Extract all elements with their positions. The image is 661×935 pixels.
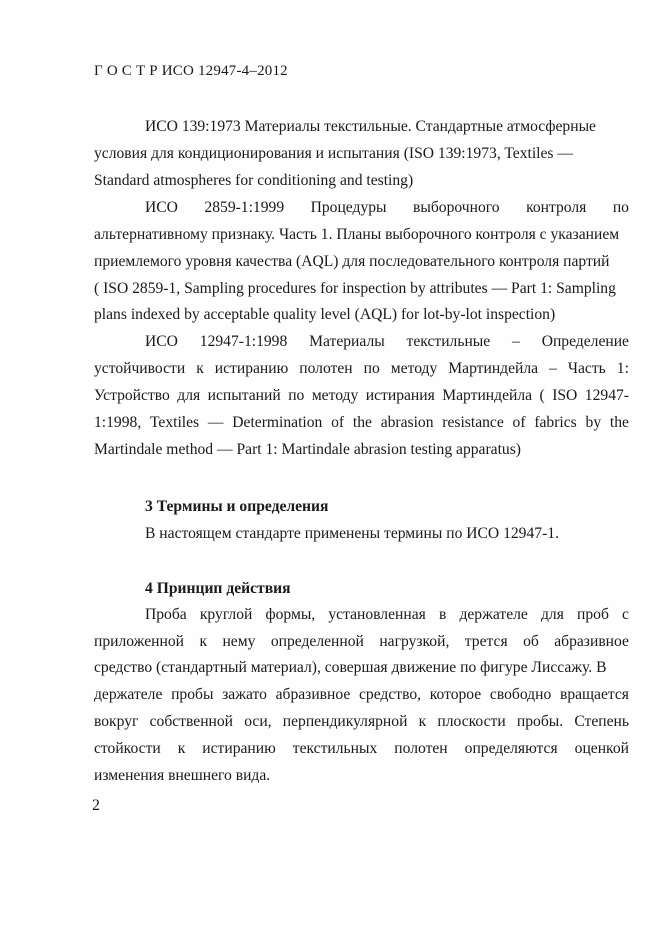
word: полотен <box>299 360 353 377</box>
page-number: 2 <box>92 797 100 814</box>
word: the <box>352 414 372 431</box>
word: текстильные <box>406 333 491 350</box>
word: свободно <box>489 686 552 703</box>
word: к <box>177 740 186 757</box>
word: Проба <box>145 606 187 623</box>
word: 12947- <box>584 387 629 404</box>
word: of <box>512 414 526 431</box>
word: оценкой <box>574 740 629 757</box>
word: к <box>418 713 427 730</box>
word: методу <box>311 387 359 404</box>
word: для <box>540 606 564 623</box>
word: абразивное <box>554 633 629 650</box>
word: формы, <box>265 606 316 623</box>
word: держателе <box>459 606 528 623</box>
reference-line: Standard atmospheres for conditioning and testing) <box>94 172 414 189</box>
word: в <box>438 606 447 623</box>
reference-line: plans indexed by acceptable quality level (AQL) for lot-by-lot inspection) <box>94 306 556 323</box>
word: средство (стандартный материал), совершая движение по фигуре Лиссажу. В <box>94 659 607 676</box>
word: ( <box>539 387 545 404</box>
word: by <box>585 414 602 431</box>
reference-line <box>94 360 629 378</box>
word: 12947-1:1998 <box>199 333 288 350</box>
word: зажато <box>222 686 267 703</box>
word: которое <box>429 686 482 703</box>
word: по <box>363 360 380 377</box>
word: средство, <box>358 686 422 703</box>
word: нагрузкой, <box>379 633 450 650</box>
word: ИСО <box>145 199 178 216</box>
word: Степень <box>574 713 629 730</box>
word: трется <box>464 633 508 650</box>
word: установленная <box>328 606 426 623</box>
section-3-heading: 3 Термины и определения <box>145 498 329 515</box>
word: держателе <box>94 686 163 703</box>
word: для <box>177 387 201 404</box>
word: ISO <box>552 387 578 404</box>
word: Процедуры <box>310 199 387 216</box>
word: истиранию <box>214 360 289 377</box>
word: Часть <box>567 360 606 377</box>
word: определенной <box>270 633 364 650</box>
word: круглой <box>199 606 253 623</box>
word: Мартиндейла <box>448 360 539 377</box>
word: истирания <box>365 387 435 404</box>
word: – <box>512 333 520 350</box>
reference-line: ( ISO 2859-1, Sampling procedures for inspection by attributes — Part 1: Sampling <box>94 280 616 297</box>
word: к <box>199 633 208 650</box>
word: Определение <box>541 333 629 350</box>
word: resistance <box>442 414 504 431</box>
section-4-line: изменения внешнего вида. <box>94 767 271 784</box>
word: испытаний <box>207 387 281 404</box>
word: Textiles <box>149 414 200 431</box>
word: — <box>207 414 224 431</box>
reference-line: Martindale method — Part 1: Martindale abrasion testing apparatus) <box>94 441 521 458</box>
reference-first-line <box>145 333 629 351</box>
word: ИСО <box>145 333 178 350</box>
word: с <box>622 606 629 623</box>
section-3-text: В настоящем стандарте применены термины по ИСО 12947-1. <box>145 525 559 542</box>
word: – <box>549 360 557 377</box>
word: истиранию <box>202 740 276 757</box>
section-4-line <box>145 606 629 624</box>
word: стойкости <box>94 740 161 757</box>
word: полотен <box>394 740 448 757</box>
reference-line: ИСО 139:1973 Материалы текстильные. Стандартные атмосферные <box>145 118 596 135</box>
word: оси, <box>244 713 272 730</box>
word: нему <box>222 633 256 650</box>
word: методу <box>390 360 438 377</box>
section-4-line <box>94 740 629 758</box>
section-4-heading: 4 Принцип действия <box>145 580 291 597</box>
section-4-line <box>94 686 629 704</box>
reference-first-line <box>145 199 629 217</box>
word: проб <box>577 606 609 623</box>
word: пробы. <box>516 713 564 730</box>
word: приложенной <box>94 633 184 650</box>
word: к <box>196 360 204 377</box>
word: 2859-1:1999 <box>204 199 285 216</box>
word: 1:1998, <box>94 414 142 431</box>
word: вокруг <box>94 713 139 730</box>
section-4-line <box>94 659 629 677</box>
word: fabrics <box>534 414 577 431</box>
section-4-line <box>94 713 629 731</box>
word: abrasion <box>380 414 434 431</box>
word: Мартиндейла <box>442 387 533 404</box>
section-4-line <box>94 633 629 651</box>
word: выборочного <box>413 199 500 216</box>
reference-line <box>94 387 629 405</box>
word: собственной <box>149 713 234 730</box>
word: об <box>523 633 539 650</box>
word: Материалы <box>309 333 385 350</box>
reference-line: приемлемого уровня качества (AQL) для последовательного контроля партий <box>94 253 610 270</box>
word: плоскости <box>437 713 506 730</box>
reference-line: альтернативному признаку. Часть 1. Планы выборочного контроля с указанием <box>94 226 620 243</box>
word: абразивное <box>275 686 351 703</box>
word: 1: <box>616 360 629 377</box>
reference-line <box>94 414 629 432</box>
word: определяются <box>464 740 558 757</box>
word: пробы <box>171 686 214 703</box>
word: of <box>331 414 345 431</box>
word: Determination <box>232 414 323 431</box>
document-header: Г О С Т Р ИСО 12947-4–2012 <box>94 63 288 79</box>
word: по <box>612 199 629 216</box>
word: устойчивости <box>94 360 186 377</box>
word: the <box>609 414 629 431</box>
word: по <box>288 387 305 404</box>
reference-line: условия для кондиционирования и испытания (ISO 139:1973, Textiles — <box>94 145 573 162</box>
word: текстильных <box>292 740 378 757</box>
word: вращается <box>559 686 629 703</box>
word: перпендикулярной <box>282 713 408 730</box>
word: Устройство <box>94 387 170 404</box>
word: контроля <box>526 199 587 216</box>
